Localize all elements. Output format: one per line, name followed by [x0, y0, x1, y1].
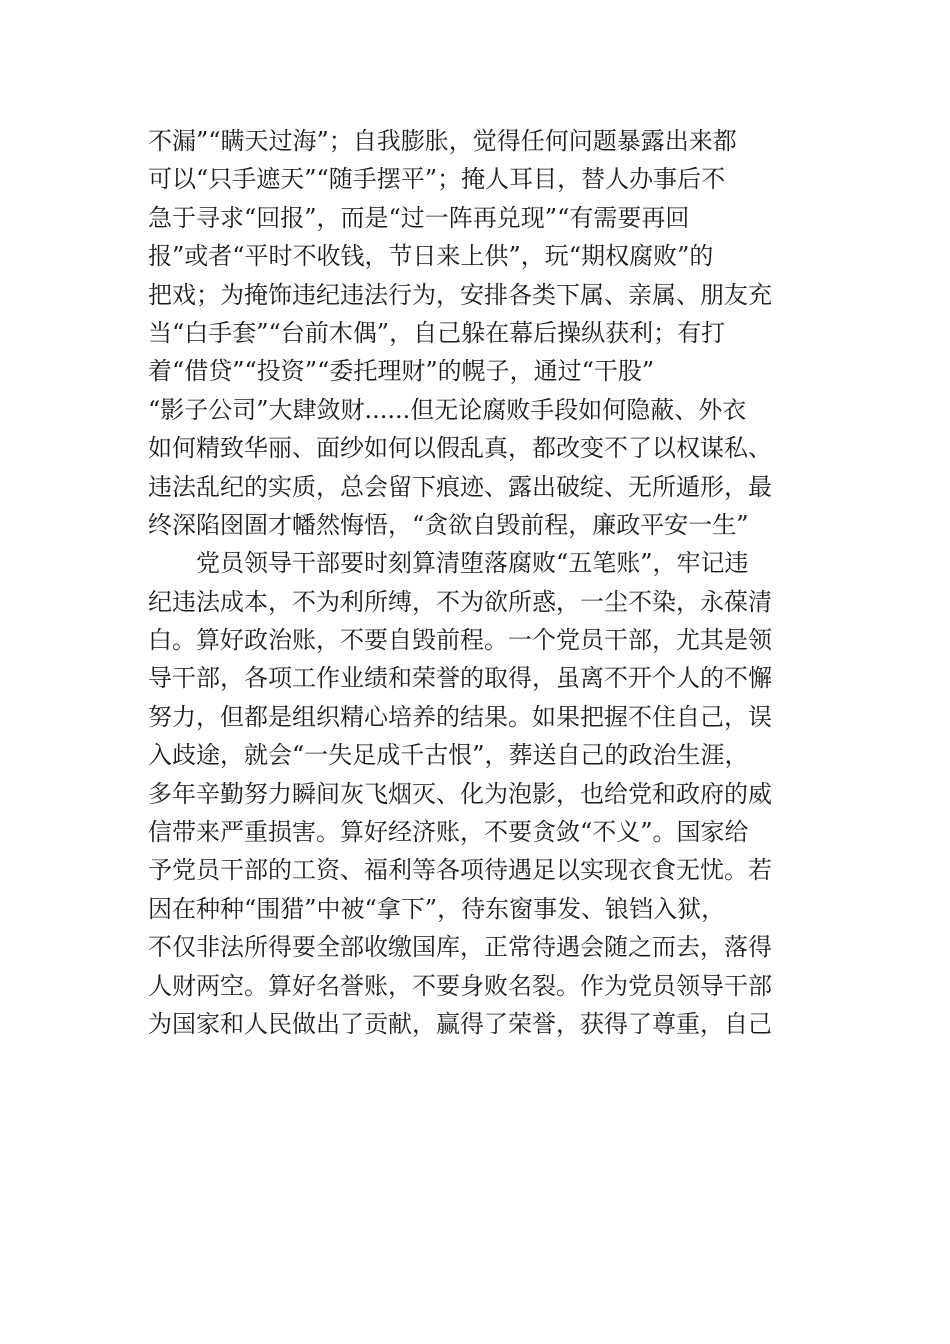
text-line: 如何精致华丽、面纱如何以假乱真，都改变不了以权谋私、 [148, 434, 772, 463]
text-line: 不仅非法所得要全部收缴国库，正常待遇会随之而去，落得 [148, 933, 772, 962]
text-line: 着“借贷”“投资”“委托理财”的幌子，通过“干股” [148, 357, 655, 386]
text-line: 予党员干部的工资、福利等各项待遇足以实现衣食无忧。若 [148, 856, 772, 885]
text-line: 报”或者“平时不收钱，节日来上供”，玩“期权腐败”的 [148, 242, 714, 271]
text-line: 努力，但都是组织精心培养的结果。如果把握不住自己，误 [148, 702, 772, 731]
text-line: 纪违法成本，不为利所缚，不为欲所惑，一尘不染，永葆清 [148, 587, 772, 616]
text-line: 把戏；为掩饰违纪违法行为，安排各类下属、亲属、朋友充 [148, 280, 772, 309]
text-line: 多年辛勤努力瞬间灰飞烟灭、化为泡影，也给党和政府的威 [148, 779, 772, 808]
text-line: 可以“只手遮天”“随手摆平”；掩人耳目，替人办事后不 [148, 165, 726, 194]
text-line: “影子公司”大肆敛财......但无论腐败手段如何隐蔽、外衣 [148, 395, 747, 424]
text-line: 当“白手套”“台前木偶”，自己躲在幕后操纵获利；有打 [148, 318, 726, 347]
text-line: 入歧途，就会“一失足成千古恨”，葬送自己的政治生涯， [148, 741, 749, 770]
text-line: 人财两空。算好名誉账，不要身败名裂。作为党员领导干部 [148, 971, 772, 1000]
text-line: 急于寻求“回报”，而是“过一阵再兑现”“有需要再回 [148, 203, 690, 232]
text-line: 信带来严重损害。算好经济账，不要贪敛“不义”。国家给 [148, 818, 749, 847]
body-text [148, 122, 808, 1043]
text-line: 导干部，各项工作业绩和荣誉的取得，虽离不开个人的不懈 [148, 664, 772, 693]
text-line: 违法乱纪的实质，总会留下痕迹、露出破绽、无所遁形，最 [148, 472, 772, 501]
text-line: 终深陷囹圄才幡然悔悟，“贪欲自毁前程，廉政平安一生” [148, 510, 749, 539]
text-line: 因在种种“围猎”中被“拿下”，待东窗事发、锒铛入狱， [148, 894, 726, 923]
paragraph-first-line: 党员领导干部要时刻算清堕落腐败“五笔账”，牢记违 [196, 549, 749, 578]
text-line: 为国家和人民做出了贡献，赢得了荣誉，获得了尊重，自己 [148, 1009, 772, 1038]
text-line: 不漏”“瞒天过海”；自我膨胀，觉得任何问题暴露出来都 [148, 127, 737, 155]
text-line: 白。算好政治账，不要自毁前程。一个党员干部，尤其是领 [148, 626, 772, 655]
